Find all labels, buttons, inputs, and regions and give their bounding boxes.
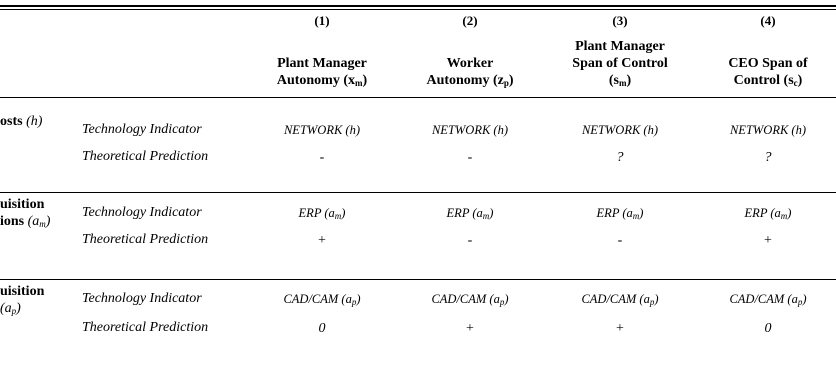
col-header-1: Plant Manager Autonomy $(x_m)$ xyxy=(276,56,368,88)
header-rule xyxy=(0,97,836,98)
col-header-3: Plant Manager Span of Control $(s_m)$ xyxy=(572,39,668,88)
row3-pred-2: + xyxy=(466,321,474,336)
row1-pred-label: Theoretical Prediction xyxy=(82,149,209,164)
row3-tech-4: CAD/CAM $(a_p)$ xyxy=(729,292,807,307)
row3-tech-2: CAD/CAM $(a_p)$ xyxy=(431,292,509,307)
row1-tech-1: NETWORK (h) xyxy=(283,123,361,137)
row3-tech-3: CAD/CAM $(a_p)$ xyxy=(581,292,659,307)
row2-pred-3: - xyxy=(617,233,623,248)
col-num-2: (2) xyxy=(462,13,478,28)
row1-pred-3: ? xyxy=(616,150,624,165)
row2-tech-3: ERP $(a_m)$ xyxy=(596,206,644,221)
row1-rule xyxy=(0,192,836,193)
row1-pred-2: - xyxy=(467,150,473,165)
row2-pred-label: Theoretical Prediction xyxy=(82,232,209,247)
top-rule-2 xyxy=(0,9,836,10)
row3-pred-1: 0 xyxy=(318,321,326,336)
row1-pred-4: ? xyxy=(764,150,772,165)
row1-pred-1: - xyxy=(319,150,325,165)
col-num-3: (3) xyxy=(612,13,628,28)
row3-tech-1: CAD/CAM $(a_p)$ xyxy=(283,292,361,307)
row3-pred-label: Theoretical Prediction xyxy=(82,320,209,335)
row2-heading: uisition ions $(a_m)$ xyxy=(0,197,51,229)
row2-pred-1: + xyxy=(318,233,326,248)
col-num-4: (4) xyxy=(760,13,776,28)
row2-pred-2: - xyxy=(467,233,473,248)
row2-pred-4: + xyxy=(764,233,772,248)
row3-pred-3: + xyxy=(616,321,624,336)
row1-tech-2: NETWORK (h) xyxy=(431,123,509,137)
row2-tech-2: ERP $(a_m)$ xyxy=(446,206,494,221)
col-header-4: CEO Span of Control $(s_c)$ xyxy=(728,56,808,88)
row1-tech-3: NETWORK (h) xyxy=(581,123,659,137)
row2-tech-4: ERP $(a_m)$ xyxy=(744,206,792,221)
row3-tech-label: Technology Indicator xyxy=(82,291,202,306)
row1-heading: osts (h) xyxy=(0,114,43,129)
row2-rule xyxy=(0,279,836,280)
row3-heading: uisition $(a_p)$ xyxy=(0,284,45,316)
col-num-1: (1) xyxy=(314,13,330,28)
top-rule xyxy=(0,5,836,7)
row2-tech-1: ERP $(a_m)$ xyxy=(298,206,346,221)
col-header-2: Worker Autonomy $(z_p)$ xyxy=(426,56,514,88)
row1-tech-label: Technology Indicator xyxy=(82,122,202,137)
row2-tech-label: Technology Indicator xyxy=(82,205,202,220)
row3-pred-4: 0 xyxy=(764,321,772,336)
row1-tech-4: NETWORK (h) xyxy=(729,123,807,137)
